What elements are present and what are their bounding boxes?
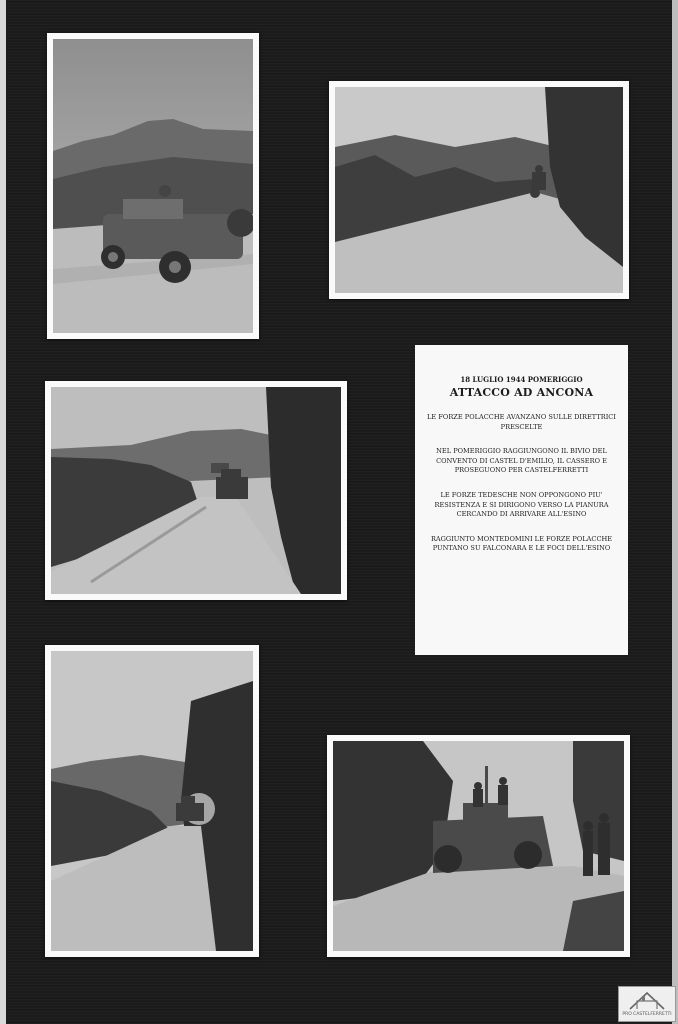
- logo-text: PRO CASTELFERRETTI: [622, 1012, 672, 1017]
- motorcycle-scene-image: [335, 87, 623, 293]
- dust-road-scene-image: [51, 651, 253, 951]
- info-panel: [415, 345, 628, 655]
- vehicles-scene-image: [51, 387, 341, 594]
- panel-paragraph: LE FORZE POLACCHE AVANZANO SULLE DIRETTRICI PRESCELTE: [427, 413, 616, 431]
- jeep-scene-image: [53, 39, 253, 333]
- panel-title: ATTACCO AD ANCONA: [449, 386, 594, 399]
- photo-motorcycle-road: [329, 81, 629, 299]
- panel-paragraph: LE FORZE TEDESCHE NON OPPONGONO PIU' RESISTENZA E SI DIRIGONO VERSO LA PIANURA CERCANDO DI ARRIVARE ALL'ESINO: [434, 490, 609, 519]
- panel-date: 18 LUGLIO 1944 POMERIGGIO: [460, 375, 583, 384]
- tank-scene-image: [333, 741, 624, 951]
- pro-castelferretti-logo: [618, 986, 676, 1022]
- photo-vehicles-road: [45, 381, 347, 600]
- logo-mark-icon: [627, 989, 667, 1011]
- photo-tank-soldiers: [327, 735, 630, 957]
- panel-paragraph: NEL POMERIGGIO RAGGIUNGONO IL BIVIO DEL CONVENTO DI CASTEL D'EMILIO, IL CASSERO E PROSEGUONO PER CASTELFERRETTI: [436, 447, 607, 475]
- panel-paragraph: RAGGIUNTO MONTEDOMINI LE FORZE POLACCHE PUNTANO SU FALCONARA E LE FOCI DELL'ESINO: [430, 534, 613, 553]
- photo-jeep-on-road: [47, 33, 259, 339]
- photo-dust-road: [45, 645, 259, 957]
